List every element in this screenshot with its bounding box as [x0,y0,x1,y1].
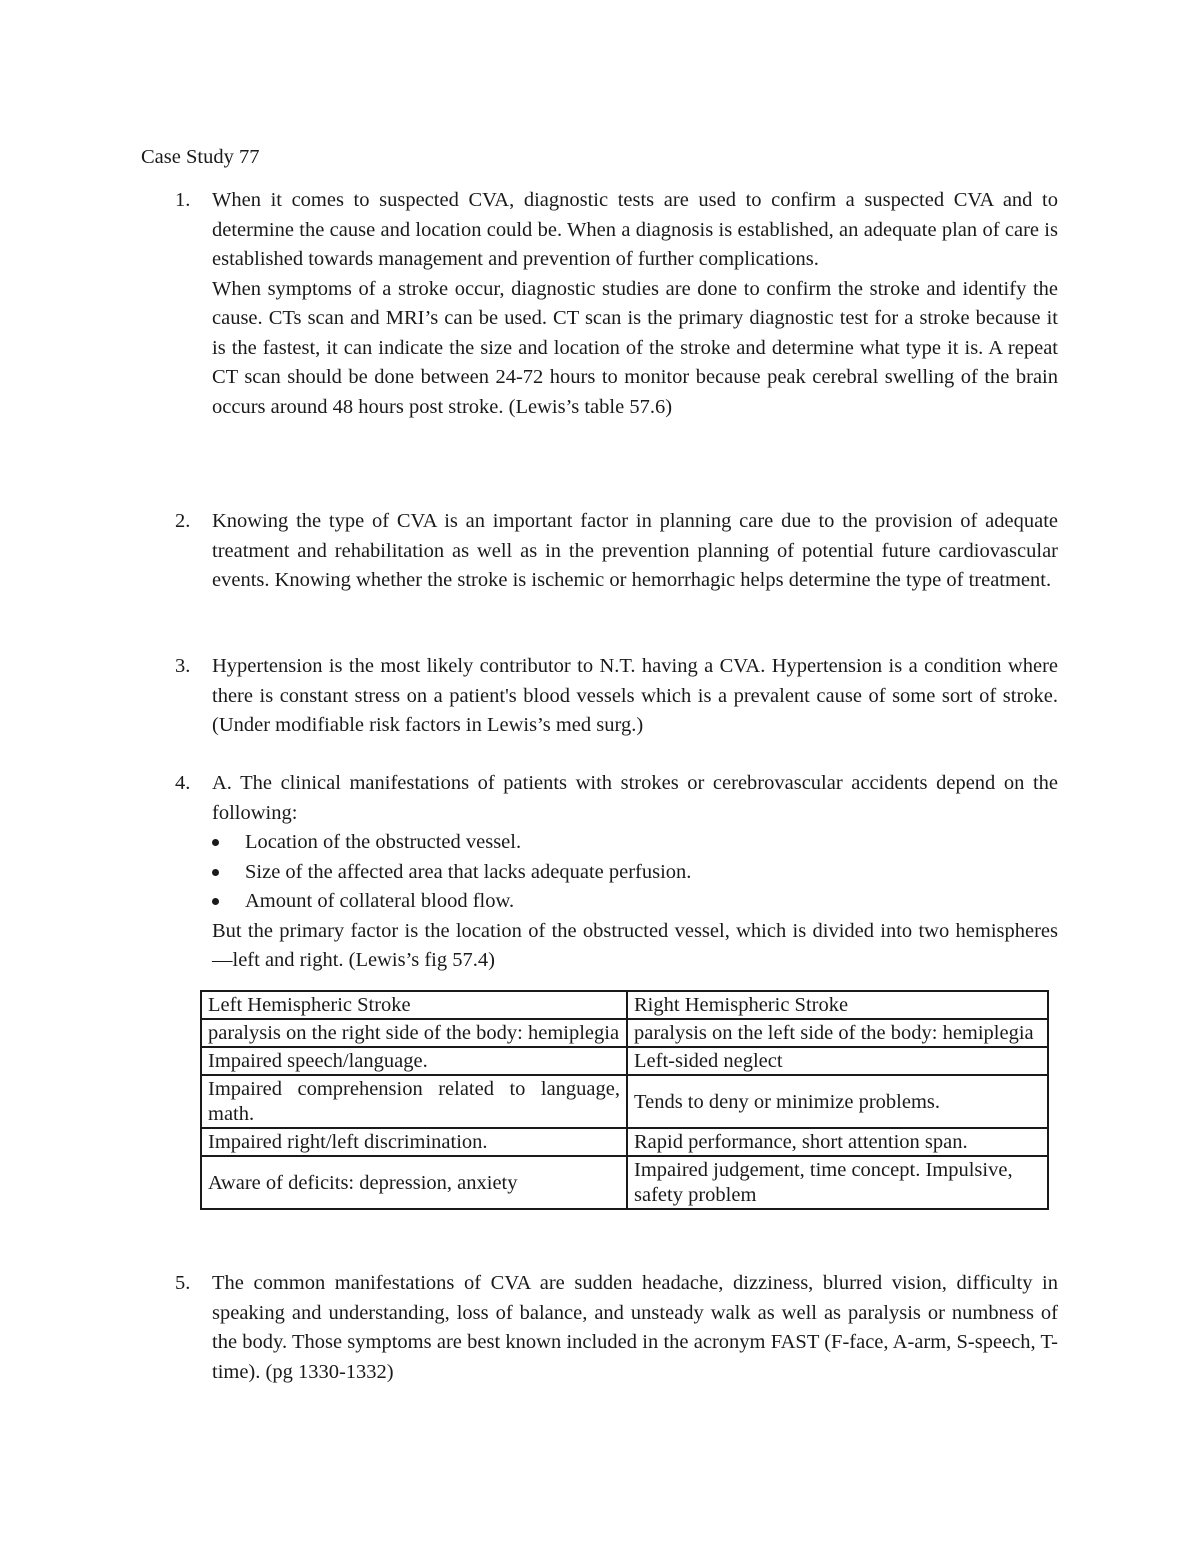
table-cell: Tends to deny or minimize problems. [627,1075,1048,1128]
table-row [201,1128,1048,1156]
list-item-number: 1. [175,189,191,211]
bullet-icon [212,839,219,846]
table-header-cell: Right Hemispheric Stroke [627,991,1048,1019]
document-title: Case Study 77 [141,146,260,168]
table-header-cell: Left Hemispheric Stroke [201,991,627,1019]
table-cell: Left-sided neglect [627,1047,1048,1075]
bullet-item [175,828,1058,858]
list-item-body [212,186,1058,422]
bullet-text: Size of the affected area that lacks adequate perfusion. [245,860,692,883]
list-item-body [212,917,1058,976]
table-cell: Rapid performance, short attention span. [627,1128,1048,1156]
paragraph: When it comes to suspected CVA, diagnostic tests are used to confirm a suspected CVA and to determine the cause and location could be. When a diagnosis is established, an adequate plan of care is established towards management and prevention of further complications. [212,189,1058,270]
paragraph: A. The clinical manifestations of patients with strokes or cerebrovascular accidents depend on the following: [212,772,1058,824]
table-header-row [201,991,1048,1019]
table-cell: Aware of deficits: depression, anxiety [201,1156,627,1209]
list-item-number: 2. [175,510,191,532]
list-item-body [212,1269,1058,1387]
table-cell: paralysis on the left side of the body: hemiplegia [627,1019,1048,1047]
list-item-3 [175,652,1058,741]
list-item-1 [175,186,1058,422]
list-item-body [212,769,1058,828]
table-row [201,1047,1048,1075]
table-cell: Impaired speech/language. [201,1047,627,1075]
table-cell: Impaired judgement, time concept. Impulsive, safety problem [627,1156,1048,1209]
bullet-text: Amount of collateral blood flow. [245,890,515,912]
hemispheric-stroke-table [200,990,1049,1210]
list-item-4 [175,769,1058,976]
list-item-2 [175,507,1058,596]
table-row [201,1156,1048,1209]
table-cell: paralysis on the right side of the body: hemiplegia [201,1019,627,1047]
bullet-icon [212,898,219,905]
bullet-icon [212,869,219,876]
table-cell: Impaired comprehension related to language, math. [201,1075,627,1128]
list-item-number: 4. [175,772,191,794]
bullet-item [175,858,1058,888]
list-item-number: 3. [175,655,191,677]
table-row [201,1019,1048,1047]
bullet-list [175,828,1058,917]
paragraph: But the primary factor is the location of the obstructed vessel, which is divided into two hemispheres—left and right. (Lewis’s fig 57.4) [212,919,1058,971]
paragraph: The common manifestations of CVA are sudden headache, dizziness, blurred vision, difficulty in speaking and understanding, loss of balance, and unsteady walk as well as paralysis or numbness of the body. Those symptoms are best known included in the acronym FAST (F-face, A-arm, S-speech, T-time). (pg 1330-1332) [212,1272,1058,1383]
bullet-item [175,887,1058,917]
table-cell: Impaired right/left discrimination. [201,1128,627,1156]
list-item-body [212,652,1058,741]
paragraph: Hypertension is the most likely contributor to N.T. having a CVA. Hypertension is a condition where there is constant stress on a patient's blood vessels which is a prevalent cause of some sort of stroke. (Under modifiable risk factors in Lewis’s med surg.) [212,655,1058,736]
list-item-number: 5. [175,1272,191,1294]
list-item-body [212,507,1058,596]
paragraph: When symptoms of a stroke occur, diagnostic studies are done to confirm the stroke and identify the cause. CTs scan and MRI’s can be used. CT scan is the primary diagnostic test for a stroke because it is the fastest, it can indicate the size and location of the stroke and determine what type it is. A repeat CT scan should be done between 24-72 hours to monitor because peak cerebral swelling of the brain occurs around 48 hours post stroke. (Lewis’s table 57.6) [212,277,1058,418]
table-row [201,1075,1048,1128]
paragraph: Knowing the type of CVA is an important factor in planning care due to the provision of adequate treatment and rehabilitation as well as in the prevention planning of potential future cardiovascular events. Knowing whether the stroke is ischemic or hemorrhagic helps determine the type of treatment. [212,510,1058,591]
bullet-text: Location of the obstructed vessel. [245,831,522,853]
list-item-5 [175,1269,1058,1387]
